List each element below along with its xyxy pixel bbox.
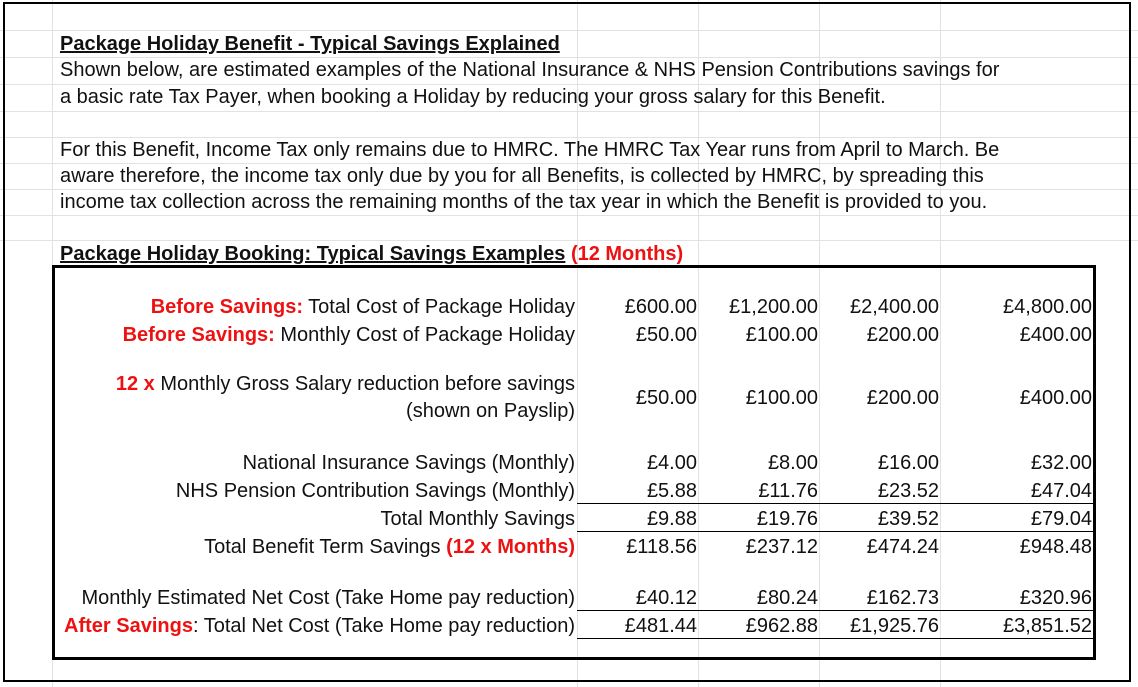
cell-gross-reduction-2: £100.00 (745, 387, 818, 409)
row-label-text: : Total Net Cost (Take Home pay reduction) (192, 615, 575, 637)
row-label-text: Total Cost of Package Holiday (302, 296, 575, 318)
cell-net-monthly-4: £320.96 (1019, 587, 1092, 609)
cell-ni-savings-3: £16.00 (877, 452, 939, 474)
row-label-nhs-savings: NHS Pension Contribution Savings (Monthly) (175, 480, 575, 502)
before-savings-tag: Before Savings: (122, 324, 275, 346)
row-label-net-total (64, 612, 575, 640)
row-label-text: Monthly Cost of Package Holiday (274, 324, 575, 346)
row-label-gross-reduction (116, 370, 575, 398)
net-rule (577, 610, 1093, 611)
intro-line-2: a basic rate Tax Payer, when booking a Holiday by reducing your gross salary for this Benefit. (60, 86, 886, 108)
cell-ni-savings-4: £32.00 (1030, 452, 1092, 474)
cell-gross-reduction-4: £400.00 (1019, 387, 1092, 409)
cell-ni-savings-1: £4.00 (646, 452, 697, 474)
cell-total-cost-3: £2,400.00 (850, 296, 939, 318)
cell-net-total-3: £1,925.76 (850, 615, 939, 637)
cell-nhs-savings-4: £47.04 (1030, 480, 1092, 502)
cell-total-monthly-1: £9.88 (646, 508, 697, 530)
para2-line-3: income tax collection across the remaining months of the tax year in which the Benefit is provided to you. (60, 191, 988, 213)
row-label-net-monthly: Monthly Estimated Net Cost (Take Home pay reduction) (81, 587, 575, 609)
cell-ni-savings-2: £8.00 (767, 452, 818, 474)
cell-monthly-cost-2: £100.00 (745, 324, 818, 346)
cell-monthly-cost-1: £50.00 (635, 324, 697, 346)
cell-total-cost-1: £600.00 (624, 296, 697, 318)
cell-term-savings-4: £948.48 (1019, 536, 1092, 558)
row-label-monthly-cost (123, 321, 575, 349)
row-label-term-savings (204, 533, 575, 561)
page-title: Package Holiday Benefit - Typical Savings Explained (60, 33, 560, 55)
cell-term-savings-2: £237.12 (745, 536, 818, 558)
row-label-total-monthly: Total Monthly Savings (380, 508, 575, 530)
after-savings-tag: After Savings (64, 615, 193, 637)
cell-term-savings-1: £118.56 (626, 536, 697, 558)
row-label-ni-savings: National Insurance Savings (Monthly) (242, 452, 575, 474)
para2-line-2: aware therefore, the income tax only due by you for all Benefits, is collected by HMRC, by spreading this (60, 165, 984, 187)
subtotal-rule (577, 503, 1093, 504)
row-label-total-cost (151, 293, 575, 321)
cell-net-total-1: £481.44 (624, 615, 697, 637)
intro-line-1: Shown below, are estimated examples of the National Insurance & NHS Pension Contributions savings for (60, 59, 1000, 81)
cell-total-cost-4: £4,800.00 (1003, 296, 1092, 318)
cell-net-monthly-1: £40.12 (635, 587, 697, 609)
total-rule (577, 531, 1093, 532)
twelve-months-tag: (12 x Months) (446, 536, 575, 558)
cell-total-monthly-3: £39.52 (877, 508, 939, 530)
cell-net-monthly-2: £80.24 (756, 587, 818, 609)
cell-total-cost-2: £1,200.00 (729, 296, 818, 318)
table-heading-months: (12 Months) (570, 243, 684, 265)
para2-line-1: For this Benefit, Income Tax only remains due to HMRC. The HMRC Tax Year runs from April to March. Be (60, 139, 1000, 161)
final-rule (577, 638, 1093, 639)
row-label-text: Monthly Gross Salary reduction before savings (154, 373, 575, 395)
table-heading (60, 241, 683, 267)
row-label-text: Total Benefit Term Savings (204, 536, 447, 558)
row-label-payslip-note: (shown on Payslip) (406, 400, 575, 422)
cell-net-total-4: £3,851.52 (1003, 615, 1092, 637)
cell-monthly-cost-4: £400.00 (1019, 324, 1092, 346)
before-savings-tag: Before Savings: (150, 296, 303, 318)
cell-net-monthly-3: £162.73 (866, 587, 939, 609)
cell-gross-reduction-1: £50.00 (635, 387, 697, 409)
cell-term-savings-3: £474.24 (866, 536, 939, 558)
cell-nhs-savings-3: £23.52 (877, 480, 939, 502)
cell-total-monthly-2: £19.76 (756, 508, 818, 530)
cell-nhs-savings-2: £11.76 (758, 480, 818, 502)
cell-nhs-savings-1: £5.88 (646, 480, 697, 502)
cell-net-total-2: £962.88 (745, 615, 818, 637)
table-heading-text: Package Holiday Booking: Typical Savings Examples (60, 243, 566, 265)
cell-gross-reduction-3: £200.00 (866, 387, 939, 409)
cell-monthly-cost-3: £200.00 (866, 324, 939, 346)
cell-total-monthly-4: £79.04 (1030, 508, 1092, 530)
twelve-x-tag: 12 x (115, 373, 155, 395)
